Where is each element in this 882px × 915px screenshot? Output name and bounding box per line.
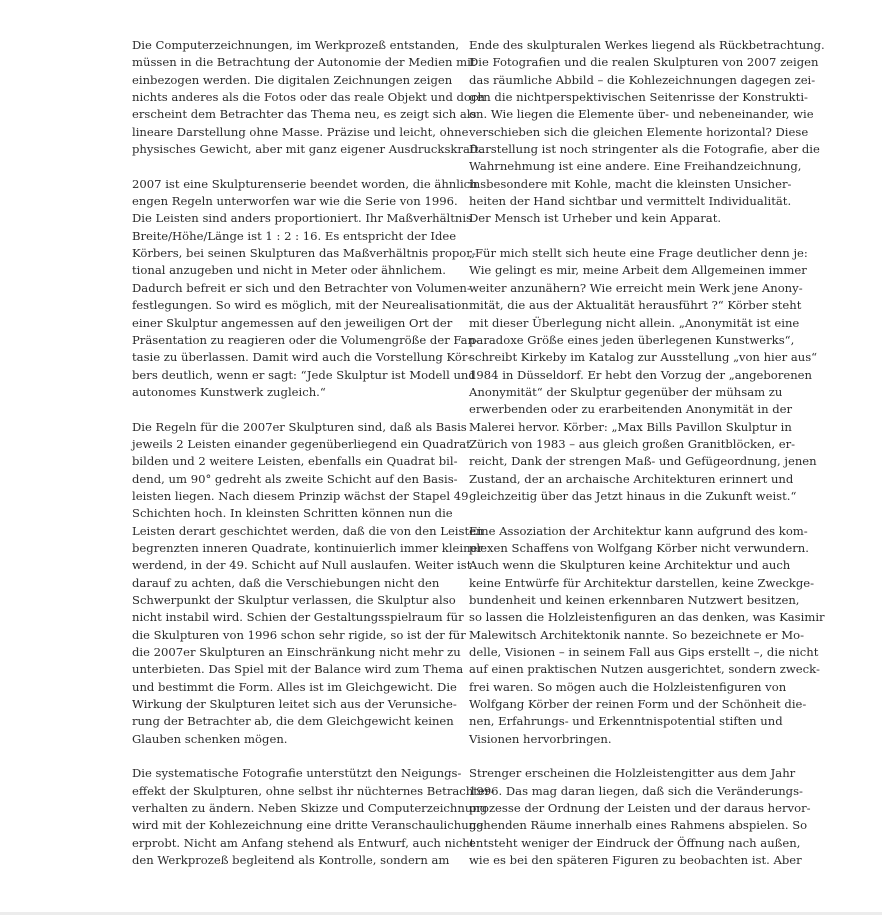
text-line: Wie gelingt es mir, meine Arbeit dem Allgemeinen immer: [469, 263, 807, 278]
text-line: so lassen die Holzleistenfiguren an das denken, was Kasimir: [469, 610, 825, 625]
text-line: Die Leisten sind anders proportioniert. Ihr Maßverhältnis: [132, 211, 472, 226]
text-line: Die systematische Fotografie unterstützt den Neigungs-: [132, 766, 462, 781]
text-line: Auch wenn die Skulpturen keine Architektur und auch: [469, 558, 791, 573]
text-line: Eine Assoziation der Architektur kann aufgrund des kom-: [469, 523, 808, 538]
text-line: wird mit der Kohlezeichnung eine dritte Veranschaulichung: [132, 818, 484, 833]
text-line: autonomes Kunstwerk zugleich.“: [132, 384, 326, 399]
text-line: gen die nichtperspektivischen Seitenrisse der Konstrukti-: [469, 90, 808, 105]
text-line: bundenheit und keinen erkennbaren Nutzwert besitzen,: [469, 593, 800, 607]
text-line: heiten der Hand sichtbar und vermittelt Individualität.: [469, 194, 792, 209]
text-line: wie es bei den späteren Figuren zu beobachten ist. Aber: [469, 853, 802, 868]
text-line: Wahrnehmung ist eine andere. Eine Freihandzeichnung,: [469, 159, 802, 174]
text-line: Darstellung ist noch stringenter als die Fotografie, aber die: [469, 142, 820, 157]
text-line: bers deutlich, wenn er sagt: “Jede Skulptur ist Modell und: [132, 367, 476, 382]
text-line: engen Regeln unterworfen war wie die Serie von 1996.: [132, 194, 458, 209]
text-line: leisten liegen. Nach diesem Prinzip wächst der Stapel 49: [132, 488, 469, 503]
paragraph-wood-lattices-1996: [469, 765, 811, 869]
text-line: keine Entwürfe für Architektur darstellen, keine Zweckge-: [469, 575, 815, 590]
text-line: einer Skulptur angemessen auf den jeweiligen Ort der: [132, 315, 453, 330]
text-line: rung der Betrachter ab, die dem Gleichgewicht keinen: [132, 714, 454, 729]
text-line: den Werkprozeß begleitend als Kontrolle, sondern am: [132, 853, 450, 868]
text-line: Zustand, der an archaische Architekturen erinnert und: [469, 471, 794, 486]
text-line: entsteht weniger der Eindruck der Öffnung nach außen,: [469, 835, 801, 850]
text-line: das räumliche Abbild – die Kohlezeichnungen dagegen zei-: [469, 72, 816, 87]
text-line: 2007 ist eine Skulpturenserie beendet worden, die ähnlich: [132, 176, 478, 191]
text-line: tional anzugeben und nicht in Meter oder ähnlichem.: [132, 263, 446, 278]
text-line: unterbieten. Das Spiel mit der Balance wird zum Thema: [132, 662, 464, 677]
text-line: Zürich von 1983 – aus gleich großen Granitblöcken, er-: [469, 436, 796, 451]
text-line: prozesse der Ordnung der Leisten und der daraus hervor-: [469, 801, 811, 816]
text-line: Wirkung der Skulpturen leitet sich aus der Verunsiche-: [132, 697, 457, 712]
paragraph-architecture-association: [469, 523, 825, 748]
text-line: erwerbenden oder zu erarbeitenden Anonymität in der: [469, 402, 793, 417]
text-line: frei waren. So mögen auch die Holzleistenfiguren von: [469, 679, 787, 694]
text-line: einbezogen werden. Die digitalen Zeichnungen zeigen: [132, 72, 453, 87]
text-line: darauf zu achten, daß die Verschiebungen nicht den: [132, 575, 440, 590]
paragraph-computer-drawings: [132, 37, 485, 158]
text-line: Malerei hervor. Körber: „Max Bills Pavillon Skulptur in: [469, 419, 792, 434]
text-line: Die Regeln für die 2007er Skulpturen sind, daß als Basis: [132, 419, 467, 434]
text-line: müssen in die Betrachtung der Autonomie der Medien mit: [132, 55, 476, 70]
paragraph-systematic-photography: [132, 765, 495, 869]
text-line: erprobt. Nicht am Anfang stehend als Entwurf, auch nicht: [132, 835, 475, 850]
text-line: Anonymität“ der Skulptur gegenüber der mühsam zu: [469, 384, 783, 399]
text-line: Malewitsch Architektonik nannte. So bezeichnete er Mo-: [469, 627, 805, 642]
text-line: und bestimmt die Form. Alles ist im Gleichgewicht. Die: [132, 679, 457, 694]
text-line: weiter anzunähern? Wie erreicht mein Werk jene Anony-: [469, 280, 803, 295]
text-line: delle, Visionen – in seinem Fall aus Gips erstellt –, die nicht: [469, 645, 819, 660]
text-line: verschieben sich die gleichen Elemente horizontal? Diese: [469, 124, 809, 139]
text-line: gleichzeitig über das Jetzt hinaus in die Zukunft weist.“: [469, 488, 797, 503]
text-line: 1984 in Düsseldorf. Er hebt den Vorzug der „angeborenen: [469, 367, 812, 382]
text-line: schreibt Kirkeby im Katalog zur Ausstellung „von hier aus“: [469, 350, 818, 365]
text-line: die Skulpturen von 1996 schon sehr rigide, so ist der für: [132, 627, 466, 642]
text-line: Der Mensch ist Urheber und kein Apparat.: [469, 211, 722, 226]
text-line: jeweils 2 Leisten einander gegenüberliegend ein Quadrat: [132, 436, 471, 451]
text-line: physisches Gewicht, aber mit ganz eigener Ausdruckskraft.: [132, 142, 483, 157]
text-line: Leisten derart geschichtet werden, daß die von den Leisten: [132, 523, 484, 538]
left-text-column: [132, 37, 495, 887]
right-text-column: [469, 37, 825, 887]
text-line: Die Fotografien und die realen Skulpturen von 2007 zeigen: [469, 55, 819, 70]
text-line: on. Wie liegen die Elemente über- und nebeneinander, wie: [469, 107, 814, 122]
text-line: Visionen hervorbringen.: [469, 731, 612, 746]
text-line: Breite/Höhe/Länge ist 1 : 2 : 16. Es entspricht der Idee: [132, 228, 457, 243]
text-line: werdend, in der 49. Schicht auf Null auslaufen. Weiter ist: [132, 558, 472, 573]
text-line: lineare Darstellung ohne Masse. Präzise und leicht, ohne: [132, 124, 469, 139]
text-line: Dadurch befreit er sich und den Betrachter von Volumen-: [132, 280, 471, 295]
text-line: auf einen praktischen Nutzen ausgerichtet, sondern zweck-: [469, 662, 820, 677]
text-line: begrenzten inneren Quadrate, kontinuierlich immer kleiner: [132, 540, 483, 555]
text-line: mit dieser Überlegung nicht allein. „Anonymität ist eine: [469, 315, 800, 330]
text-line: bilden und 2 weitere Leisten, ebenfalls ein Quadrat bil-: [132, 454, 458, 469]
text-line: insbesondere mit Kohle, macht die kleinsten Unsicher-: [469, 176, 792, 191]
text-line: tasie zu überlassen. Damit wird auch die Vorstellung Kör-: [132, 350, 472, 365]
text-line: nichts anderes als die Fotos oder das reale Objekt und doch: [132, 90, 485, 105]
text-line: Wolfgang Körber der reinen Form und der Schönheit die-: [469, 697, 807, 712]
paragraph-retrospective-view: [469, 37, 825, 228]
text-line: verhalten zu ändern. Neben Skizze und Computerzeichnung: [132, 801, 488, 816]
paragraph-anonymity-quote: [469, 245, 818, 505]
text-line: festlegungen. So wird es möglich, mit der Neurealisation: [132, 298, 469, 313]
text-line: Präsentation zu reagieren oder die Volumengröße der Fan-: [132, 332, 479, 347]
text-line: mität, die aus der Aktualität herausführt ?“ Körber steht: [469, 298, 802, 313]
text-line: Schichten hoch. In kleinsten Schritten können nun die: [132, 506, 453, 521]
text-line: erscheint dem Betrachter das Thema neu, es zeigt sich als: [132, 107, 477, 122]
text-line: Glauben schenken mögen.: [132, 731, 288, 746]
text-line: paradoxe Größe eines jeden überlegenen Kunstwerks“,: [469, 332, 795, 347]
text-line: nicht instabil wird. Schien der Gestaltungsspielraum für: [132, 610, 464, 625]
text-line: dend, um 90° gedreht als zweite Schicht auf den Basis-: [132, 471, 458, 486]
paragraph-sculpture-series-2007: [132, 176, 479, 401]
text-line: „Für mich stellt sich heute eine Frage deutlicher denn je:: [469, 246, 808, 261]
text-line: nen, Erfahrungs- und Erkenntnispotential stiften und: [469, 714, 783, 729]
text-line: Körbers, bei seinen Skulpturen das Maßverhältnis propor-: [132, 246, 476, 261]
paragraph-rules-2007-sculptures: [132, 419, 484, 749]
text-line: die 2007er Skulpturen an Einschränkung nicht mehr zu: [132, 645, 461, 660]
text-line: Strenger erscheinen die Holzleistengitter aus dem Jahr: [469, 766, 796, 781]
text-line: Die Computerzeichnungen, im Werkprozeß entstanden,: [132, 38, 460, 52]
text-line: plexen Schaffens von Wolfgang Körber nicht verwundern.: [469, 540, 809, 555]
text-line: effekt der Skulpturen, ohne selbst ihr nüchternes Betrachter-: [132, 783, 495, 798]
text-line: gehenden Räume innerhalb eines Rahmens abspielen. So: [469, 818, 808, 833]
text-line: Schwerpunkt der Skulptur verlassen, die Skulptur also: [132, 593, 456, 607]
text-line: Ende des skulpturalen Werkes liegend als Rückbetrachtung.: [469, 38, 825, 52]
text-line: reicht, Dank der strengen Maß- und Gefügeordnung, jenen: [469, 454, 817, 469]
text-line: 1996. Das mag daran liegen, daß sich die Veränderungs-: [469, 783, 803, 798]
